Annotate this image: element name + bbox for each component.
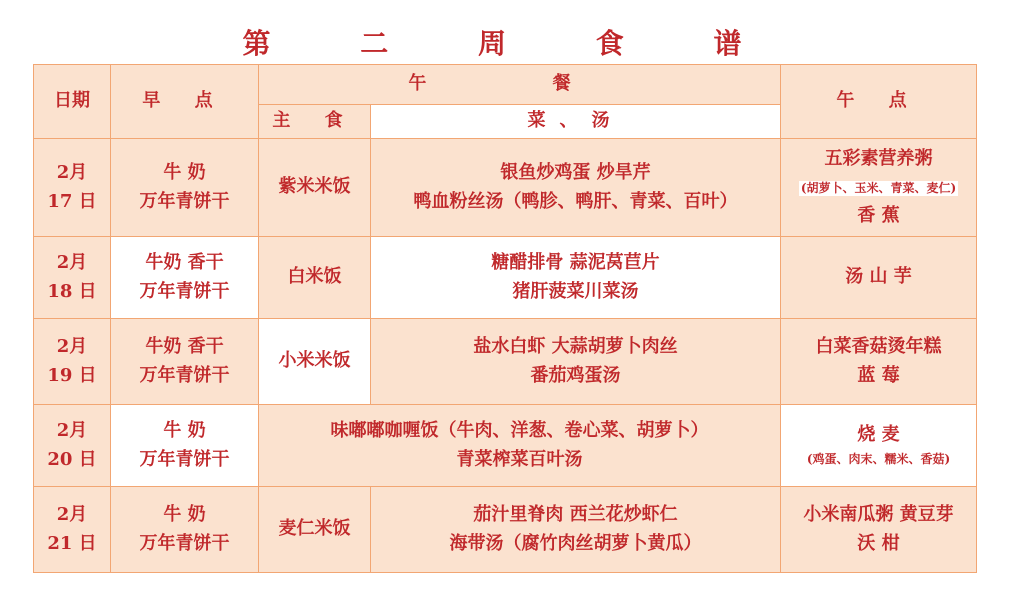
snack-item: 沃 柑 bbox=[857, 532, 900, 554]
header-dishes: 菜、汤 bbox=[371, 105, 781, 139]
breakfast-item: 万年青饼干 bbox=[139, 280, 230, 302]
date-cell bbox=[34, 319, 111, 405]
breakfast-item: 牛奶 香干 bbox=[145, 252, 224, 273]
dish-line: 猪肝菠菜川菜汤 bbox=[512, 280, 639, 302]
month: 2月 bbox=[56, 504, 88, 525]
snack-item: 蓝 莓 bbox=[857, 364, 900, 386]
dishes-cell bbox=[371, 139, 781, 237]
date-cell bbox=[34, 237, 111, 319]
snack-cell bbox=[781, 487, 977, 573]
staple-cell: 麦仁米饭 bbox=[259, 487, 371, 573]
snack-item: 五彩素营养粥 bbox=[824, 147, 933, 169]
date-cell bbox=[34, 139, 111, 237]
breakfast-item: 牛奶 香干 bbox=[145, 336, 224, 357]
month: 2月 bbox=[56, 162, 88, 183]
date-cell bbox=[34, 405, 111, 487]
snack-item: 白菜香菇烫年糕 bbox=[815, 336, 942, 357]
breakfast-item: 牛 奶 bbox=[163, 504, 206, 525]
month: 2月 bbox=[56, 420, 88, 441]
snack-note: (鸡蛋、肉末、糯米、香菇) bbox=[806, 452, 951, 467]
snack-item: 汤 山 芋 bbox=[845, 266, 912, 288]
day: 20 日 bbox=[47, 448, 97, 470]
snack-cell bbox=[781, 405, 977, 487]
month: 2月 bbox=[56, 336, 88, 357]
lunch-cell bbox=[259, 405, 781, 487]
dish-line: 海带汤（腐竹肉丝胡萝卜黄瓜） bbox=[449, 532, 702, 554]
day: 19 日 bbox=[47, 364, 97, 386]
day: 21 日 bbox=[47, 532, 97, 554]
menu-table bbox=[33, 64, 977, 573]
dish-line: 味嘟嘟咖喱饭（牛肉、洋葱、卷心菜、胡萝卜） bbox=[330, 420, 709, 441]
dishes-cell bbox=[371, 237, 781, 319]
breakfast-cell bbox=[111, 405, 259, 487]
dish-line: 鸭血粉丝汤（鸭胗、鸭肝、青菜、百叶） bbox=[413, 190, 738, 212]
staple-cell: 白米饭 bbox=[259, 237, 371, 319]
dish-line: 番茄鸡蛋汤 bbox=[530, 364, 621, 386]
page-title: 第 二 周 食 谱 bbox=[242, 27, 782, 60]
header-date: 日期 bbox=[34, 65, 111, 139]
snack-item: 香 蕉 bbox=[857, 204, 900, 226]
breakfast-item: 牛 奶 bbox=[163, 162, 206, 183]
breakfast-cell bbox=[111, 487, 259, 573]
breakfast-cell bbox=[111, 139, 259, 237]
staple-cell: 小米米饭 bbox=[259, 319, 371, 405]
breakfast-item: 万年青饼干 bbox=[139, 448, 230, 470]
dish-line: 糖醋排骨 蒜泥莴苣片 bbox=[491, 252, 660, 273]
snack-cell bbox=[781, 319, 977, 405]
breakfast-item: 万年青饼干 bbox=[139, 364, 230, 386]
dish-line: 银鱼炒鸡蛋 炒旱芹 bbox=[500, 162, 651, 183]
date-cell bbox=[34, 487, 111, 573]
dish-line: 盐水白虾 大蒜胡萝卜肉丝 bbox=[473, 336, 678, 357]
snack-item: 烧 麦 bbox=[857, 423, 900, 445]
header-snack: 午 点 bbox=[781, 65, 977, 139]
day: 17 日 bbox=[47, 190, 97, 212]
snack-item: 小米南瓜粥 黄豆芽 bbox=[803, 504, 954, 525]
header-staple: 主 食 bbox=[259, 105, 371, 139]
snack-note: (胡萝卜、玉米、青菜、麦仁) bbox=[800, 181, 957, 196]
dish-line: 茄汁里脊肉 西兰花炒虾仁 bbox=[473, 504, 678, 525]
breakfast-item: 牛 奶 bbox=[163, 420, 206, 441]
month: 2月 bbox=[56, 252, 88, 273]
dishes-cell bbox=[371, 487, 781, 573]
snack-cell bbox=[781, 237, 977, 319]
dishes-cell bbox=[371, 319, 781, 405]
header-lunch: 午 餐 bbox=[259, 65, 781, 105]
breakfast-item: 万年青饼干 bbox=[139, 532, 230, 554]
snack-cell bbox=[781, 139, 977, 237]
day: 18 日 bbox=[47, 280, 97, 302]
breakfast-item: 万年青饼干 bbox=[139, 190, 230, 212]
header-breakfast: 早 点 bbox=[111, 65, 259, 139]
breakfast-cell bbox=[111, 237, 259, 319]
dish-line: 青菜榨菜百叶汤 bbox=[456, 448, 583, 470]
breakfast-cell bbox=[111, 319, 259, 405]
staple-cell: 紫米米饭 bbox=[259, 139, 371, 237]
